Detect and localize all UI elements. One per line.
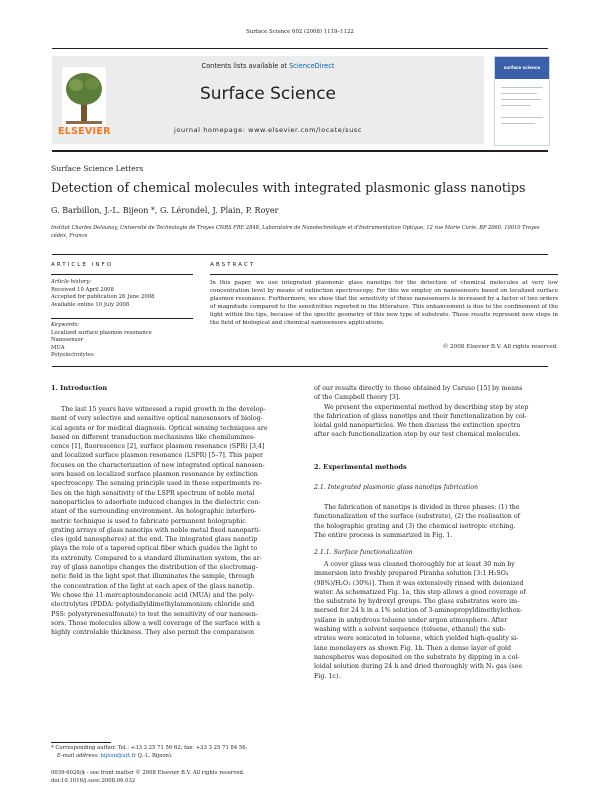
text-line: (98%)/H₂O₂ (30%)]. Then it was extensively rinsed with deionized — [314, 579, 524, 587]
contents-prefix: Contents lists available at — [201, 62, 288, 70]
history-online: Available online 10 July 2008 — [51, 301, 130, 308]
text-line: electrolytes (PDDA: polydiallyldimethylammonium chloride and — [51, 601, 255, 609]
corresponding-author: * Corresponding author. Tel.: +33 3 25 71 56 62; fax: +33 3 25 71 84 56. — [51, 745, 248, 751]
email-label: E-mail address: — [57, 752, 99, 759]
text-line: ment of very selective and sensitive optical nanosensors of biolog- — [51, 415, 263, 423]
keyword: Localized surface plasmon resonance — [51, 329, 152, 336]
text-line: spectroscopy. The sensing principle used in these experiments re- — [51, 480, 262, 488]
abstract-text: In this paper, we use integrated plasmonic glass nanotips for the detection of chemical molecules at very low concentration level by means of extinction spectroscopy. For this we employ on nanosensors based on localized surface plasmon resonance. Furthermore, we show that the sensitivity of these nanosensors is increased by a factor of two orders of magnitude compared to the sensitivities reported in the litterature. This enhancement is due to the confinement of the light within the tips, because of the specific geometry of this new type of substrate. These results represent new steps in the field of biological and chemical nanosensors applications. — [210, 280, 558, 326]
text-line: Fig. 1c). — [314, 672, 341, 680]
text-line: grating arrays of glass nanotips with noble metal fixed nanoparti- — [51, 526, 261, 534]
right-column — [314, 384, 552, 440]
text-line: the concentration of the light at each apex of the glass nanotip. — [51, 582, 255, 590]
text-line: immersion into freshly prepared Piranha solution [3:1 H₂SO₄ — [314, 570, 509, 578]
text-line: The entire process is summarized in Fig. 1. — [314, 531, 453, 539]
text-line: stant of the surrounding environment. An holographic interfero- — [51, 508, 257, 516]
text-line: the substrate by hydroxyl groups. The glass substrates were im- — [314, 598, 520, 606]
text-line: nanospheres was deposited on the substrate by dipping in a col- — [314, 653, 520, 661]
text-line: the holographic grating and (3) the chemical isotropic etching. — [314, 522, 516, 530]
keyword: Nanosensor — [51, 337, 84, 344]
title-rule — [52, 254, 548, 255]
text-line: after each functionalization step by our test chemical molecules. — [314, 431, 521, 439]
text-line: plays the role of a tapered optical fiber which guides the light to — [51, 545, 258, 553]
text-line: of the Campbell theory [3]. — [314, 394, 401, 402]
journal-title: Surface Science — [199, 84, 337, 104]
text-line: loidal gold nanoparticles. We then discuss the extinction spectra — [314, 422, 521, 430]
article-title: Detection of chemical molecules with integrated plasmonic glass nanotips — [51, 180, 526, 195]
history-label: Article history: — [51, 279, 92, 285]
text-line: ray of glass nanotips changes the distribution of the electromag- — [51, 564, 258, 572]
journal-banner — [52, 56, 484, 144]
text-line: nanoparticles to adsorbate induced changes in the dielectric con- — [51, 498, 261, 506]
text-line: lane monolayers as shown Fig. 1b. Then a dense layer of gold — [314, 644, 512, 652]
subsection-heading-2-1: 2.1. Integrated plasmonic glass nanotips fabrication — [314, 484, 478, 491]
doi-line[interactable]: doi:10.1016/j.susc.2008.06.032 — [51, 777, 136, 784]
email-link[interactable]: bijeon@utt.fr — [100, 752, 137, 759]
intro-heading: 1. Introduction — [51, 384, 108, 392]
text-line: We present the experimental method by describing step by step — [324, 403, 529, 411]
text-line: water. As schematized Fig. 1a, this step allows a good coverage of — [314, 588, 526, 596]
text-line: focuses on the characterization of new integrated optical nanosen- — [51, 461, 265, 469]
intro-paragraph — [51, 405, 291, 637]
text-line: washing with a solvent sequence (toluene, ethanol) the sub- — [314, 626, 506, 634]
text-line: of our results directly to those obtained by Caruso [15] by means — [314, 385, 523, 392]
text-line: lies on the high sensitivity of the LSPR spectrum of noble metal — [51, 489, 255, 497]
text-line: PSS: polystyrenesulfonate) to test the sensitivity of our nanosen- — [51, 610, 258, 618]
abstract-copyright: © 2008 Elsevier B.V. All rights reserved. — [442, 344, 558, 350]
author-list: G. Barbillon, J.-L. Bijeon *, G. Lérondel, J. Plain, P. Royer — [51, 206, 279, 215]
text-line: We chose the 11-mercaptoundecanoic acid (MUA) and the poly- — [51, 591, 255, 599]
text-line: netic field in the light spot that illuminates the sample, through — [51, 573, 255, 581]
section-label: Surface Science Letters — [51, 164, 144, 173]
abstract-bottom-rule — [52, 366, 548, 367]
text-line: functionalization of the surface (substrate), (2) the realisation of — [314, 513, 520, 521]
text-line: the fabrication of glass nanotips and their functionalization by col- — [314, 412, 527, 420]
text-line: its extremity. Compared to a standard illumination system, the ar- — [51, 554, 262, 562]
article-history — [51, 279, 201, 309]
header-rule — [52, 48, 548, 49]
text-line: sors based on localized surface plasmon resonance by extinction — [51, 471, 258, 479]
text-line: The last 15 years have witnessed a rapid growth in the develop- — [61, 406, 266, 413]
info-rule — [51, 274, 193, 275]
info-rule-2 — [51, 318, 193, 319]
text-line: ysilane in anhydrous toluene under argon atmosphere. After — [314, 616, 508, 624]
sciencedirect-link[interactable]: ScienceDirect — [289, 62, 335, 70]
issn-line: 0039-6028/$ - see front matter © 2008 Elsevier B.V. All rights reserved. — [51, 770, 245, 776]
text-line: A cover glass was cleaned thoroughly for at least 30 min by — [324, 561, 515, 568]
publisher-name: ELSEVIER — [58, 126, 111, 137]
email-suffix: (J.-L. Bijeon). — [137, 752, 173, 759]
subsection-heading-2-1-1: 2.1.1. Surface functionalization — [314, 549, 413, 556]
text-line: metric technique is used to fabricate permanent holographic — [51, 517, 246, 525]
text-line: sors. Those molecules allow a well coverage of the surface with a — [51, 619, 261, 627]
text-line: based on different transduction mechanisms like chemilumines- — [51, 433, 256, 441]
history-received: Received 10 April 2008 — [51, 286, 114, 293]
footnote-rule — [51, 742, 111, 743]
cover-label: surface science — [503, 65, 541, 70]
issn-doi — [51, 770, 351, 785]
fabrication-paragraph — [314, 503, 552, 540]
article-info-heading: ARTICLE INFO — [51, 262, 114, 268]
journal-cover-thumbnail — [494, 56, 550, 146]
author-affiliation: Institut Charles Delaunay, Université de Technologie de Troyes CNRS FRE 2848, Laboratoire de Nanotechnologie et d'Instrumentation Optique, 12 rue Marie Curie, BP 2060, 10010 Troyes cédex, France — [51, 225, 540, 240]
corresponding-author-note — [51, 745, 311, 760]
text-line: ical agents or for medical diagnosis. Optical sensing techniques are — [51, 424, 268, 432]
journal-citation: Surface Science 602 (2008) 1119–1122 — [246, 29, 354, 35]
text-line: cence [1], fluorescence [2], surface plasmon resonance (SPR) [3,4] — [51, 443, 265, 451]
journal-homepage[interactable]: journal homepage: www.elsevier.com/locate/susc — [174, 126, 362, 134]
text-line: strates were sonicated in toluene, which yielded high-quality si- — [314, 635, 519, 643]
text-line: highly controlable thickness. They also permit the comparaison — [51, 629, 255, 637]
history-accepted: Accepted for publication 26 June 2008 — [51, 294, 155, 301]
banner-rule — [52, 150, 548, 152]
text-line: and localized surface plasmon resonance (LSPR) [5–7]. This paper — [51, 452, 263, 460]
keywords-label: Keywords: — [51, 322, 80, 328]
experimental-heading: 2. Experimental methods — [314, 463, 407, 471]
functionalization-paragraph — [314, 560, 552, 681]
abstract-rule — [210, 274, 558, 275]
text-line: loidal solution during 24 h and dried thoroughly with N₂ gas (see — [314, 663, 523, 671]
text-line: The fabrication of nanotips is divided in three phases: (1) the — [324, 504, 520, 511]
keyword: Polyelectrolytes — [51, 352, 94, 359]
keyword: MUA — [51, 344, 65, 351]
text-line: mersed for 24 h in a 1% solution of 3-aminopropyldimethylethox- — [314, 607, 523, 615]
text-line: cles (gold nanospheres) at the end. The integrated glass nanotip — [51, 536, 258, 544]
abstract-heading: ABSTRACT — [210, 262, 256, 268]
contents-line — [52, 62, 484, 70]
keywords — [51, 322, 201, 360]
